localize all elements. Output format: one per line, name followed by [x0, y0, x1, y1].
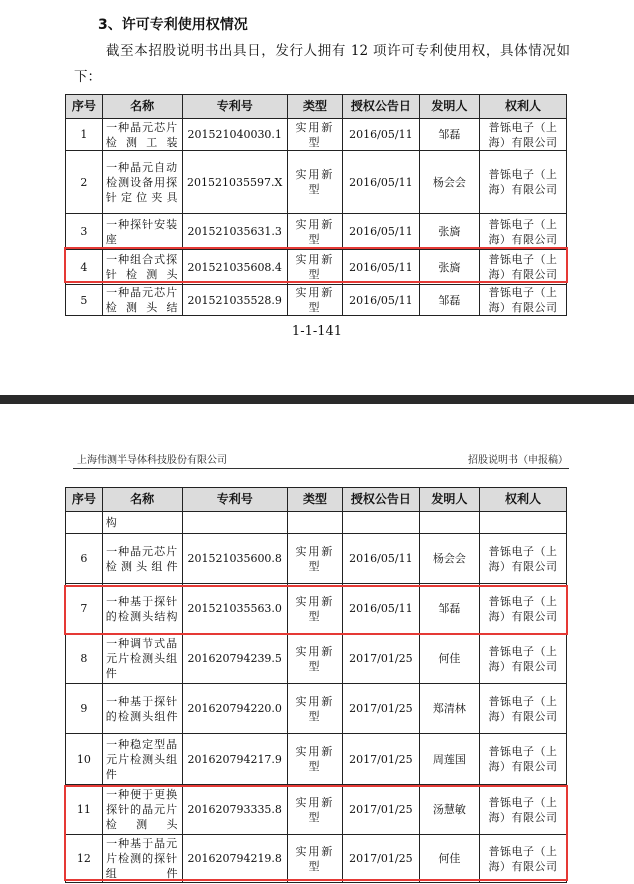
table-row: [66, 684, 567, 734]
table-row: [66, 634, 567, 684]
patent-name: 一种晶元自动检测设备用探针定位夹具: [102, 151, 182, 214]
patent-type: 实用新型: [287, 584, 342, 634]
patent-type: 实用新型: [287, 151, 342, 214]
inventor: 杨会会: [419, 151, 479, 214]
inventor: 汤慧敏: [419, 785, 479, 835]
row-number: 6: [66, 534, 103, 584]
highlight-box-row-7: [64, 585, 568, 635]
patent-name: 一种基于晶元片检测的探针组件: [102, 835, 182, 883]
patent-holder: 普铄电子（上海）有限公司: [480, 285, 567, 316]
patent-holder: 普铄电子（上海）有限公司: [480, 835, 567, 883]
header-rule: [73, 468, 569, 469]
inventor: 邹磊: [419, 119, 479, 151]
patent-name: 一种基于探针的检测头组件: [102, 684, 182, 734]
header-document-title: 招股说明书（申报稿）: [468, 455, 568, 466]
section-title: 3、许可专利使用权情况: [98, 17, 248, 33]
patent-number: 201620794217.9: [182, 734, 287, 785]
patent-number: 201521035563.0: [182, 584, 287, 634]
patent-holder: 普铄电子（上海）有限公司: [480, 734, 567, 785]
patent-number: 201521040030.1: [182, 119, 287, 151]
header-cell: 类型: [287, 95, 342, 119]
document-page-bottom: [0, 404, 634, 884]
table-row: [66, 734, 567, 785]
row-number: 7: [66, 584, 103, 634]
row-number: 2: [66, 151, 103, 214]
patent-type: 实用新型: [287, 119, 342, 151]
table-row-continuation: [66, 512, 567, 534]
row-number: 11: [66, 785, 103, 835]
patent-holder: 普铄电子（上海）有限公司: [480, 534, 567, 584]
header-cell: 权利人: [480, 488, 567, 512]
patent-name: 一种稳定型晶元片检测头组件: [102, 734, 182, 785]
header-cell: 发明人: [419, 95, 479, 119]
header-cell: 序号: [66, 95, 103, 119]
patent-name: 一种晶元芯片检测工装: [102, 119, 182, 151]
grant-date: 2016/05/11: [343, 250, 420, 285]
highlight-box-rows-11-12: [64, 785, 568, 881]
inventor: 张旖: [419, 250, 479, 285]
patent-number: 201620794219.8: [182, 835, 287, 883]
header-cell: 名称: [102, 488, 182, 512]
patent-number: 201521035608.4: [182, 250, 287, 285]
table-row: [66, 534, 567, 584]
patent-holder: 普铄电子（上海）有限公司: [480, 684, 567, 734]
patent-type: 实用新型: [287, 785, 342, 835]
inventor: 杨会会: [419, 534, 479, 584]
grant-date: 2016/05/11: [343, 534, 420, 584]
table-row: [66, 285, 567, 316]
patent-type: 实用新型: [287, 285, 342, 316]
page-number: 1-1-141: [291, 324, 343, 339]
patent-holder: 普铄电子（上海）有限公司: [480, 785, 567, 835]
patent-type: 实用新型: [287, 684, 342, 734]
inventor: 郑清林: [419, 684, 479, 734]
patent-holder: 普铄电子（上海）有限公司: [480, 634, 567, 684]
grant-date: 2017/01/25: [343, 734, 420, 785]
patent-holder: 普铄电子（上海）有限公司: [480, 250, 567, 285]
grant-date: 2016/05/11: [343, 151, 420, 214]
patent-name: 一种基于探针的检测头结构: [102, 584, 182, 634]
header-cell: 名称: [102, 95, 182, 119]
inventor: 张旖: [419, 214, 479, 250]
inventor: 何佳: [419, 835, 479, 883]
patent-name: 一种晶元芯片检测头结: [102, 285, 182, 316]
patent-holder: 普铄电子（上海）有限公司: [480, 151, 567, 214]
table-header-row: [66, 95, 567, 119]
inventor: 何佳: [419, 634, 479, 684]
row-number: 5: [66, 285, 103, 316]
patent-name: 一种晶元芯片检测头组件: [102, 534, 182, 584]
patent-number: 201620794220.0: [182, 684, 287, 734]
table-row: [66, 214, 567, 250]
row-number: 1: [66, 119, 103, 151]
grant-date: 2016/05/11: [343, 214, 420, 250]
row-number: 4: [66, 250, 103, 285]
grant-date: 2016/05/11: [343, 584, 420, 634]
highlight-box-row-4: [64, 247, 568, 283]
inventor: 邹磊: [419, 584, 479, 634]
patent-number: 201521035597.X: [182, 151, 287, 214]
header-company-name: 上海伟测半导体科技股份有限公司: [77, 455, 227, 466]
patent-name: 一种探针安装座: [102, 214, 182, 250]
table-row: [66, 119, 567, 151]
header-cell: 序号: [66, 488, 103, 512]
header-cell: 发明人: [419, 488, 479, 512]
row-number: 12: [66, 835, 103, 883]
row-number: 10: [66, 734, 103, 785]
patent-type: 实用新型: [287, 214, 342, 250]
row-number: 3: [66, 214, 103, 250]
table-row: [66, 151, 567, 214]
grant-date: 2017/01/25: [343, 835, 420, 883]
patent-number: 201620794239.5: [182, 634, 287, 684]
inventor: 邹磊: [419, 285, 479, 316]
patent-number: 201521035528.9: [182, 285, 287, 316]
patent-type: 实用新型: [287, 534, 342, 584]
patent-type: 实用新型: [287, 634, 342, 684]
patent-number: 201521035600.8: [182, 534, 287, 584]
header-cell: 类型: [287, 488, 342, 512]
grant-date: 2016/05/11: [343, 285, 420, 316]
patent-number: 201521035631.3: [182, 214, 287, 250]
patent-holder: 普铄电子（上海）有限公司: [480, 584, 567, 634]
patent-name: 一种组合式探针检测头: [102, 250, 182, 285]
patent-holder: 普铄电子（上海）有限公司: [480, 119, 567, 151]
page-divider: [0, 395, 634, 404]
header-cell: 授权公告日: [343, 95, 420, 119]
grant-date: 2017/01/25: [343, 634, 420, 684]
patent-type: 实用新型: [287, 835, 342, 883]
header-cell: 专利号: [182, 95, 287, 119]
intro-paragraph: 截至本招股说明书出具日，发行人拥有 12 项许可专利使用权，具体情况如下：: [74, 43, 570, 85]
patent-type: 实用新型: [287, 734, 342, 785]
patent-name: 一种便于更换探针的晶元片检测头: [102, 785, 182, 835]
table-header-row: [66, 488, 567, 512]
inventor: 周莲国: [419, 734, 479, 785]
header-cell: 授权公告日: [343, 488, 420, 512]
header-cell: 权利人: [480, 95, 567, 119]
document-page-top: [0, 0, 634, 395]
row-number: 8: [66, 634, 103, 684]
header-cell: 专利号: [182, 488, 287, 512]
grant-date: 2017/01/25: [343, 684, 420, 734]
grant-date: 2016/05/11: [343, 119, 420, 151]
grant-date: 2017/01/25: [343, 785, 420, 835]
patent-holder: 普铄电子（上海）有限公司: [480, 214, 567, 250]
patent-number: 201620793335.8: [182, 785, 287, 835]
patent-type: 实用新型: [287, 250, 342, 285]
patent-name-continuation: 构: [102, 512, 182, 534]
row-number: 9: [66, 684, 103, 734]
patent-name: 一种调节式晶元片检测头组件: [102, 634, 182, 684]
